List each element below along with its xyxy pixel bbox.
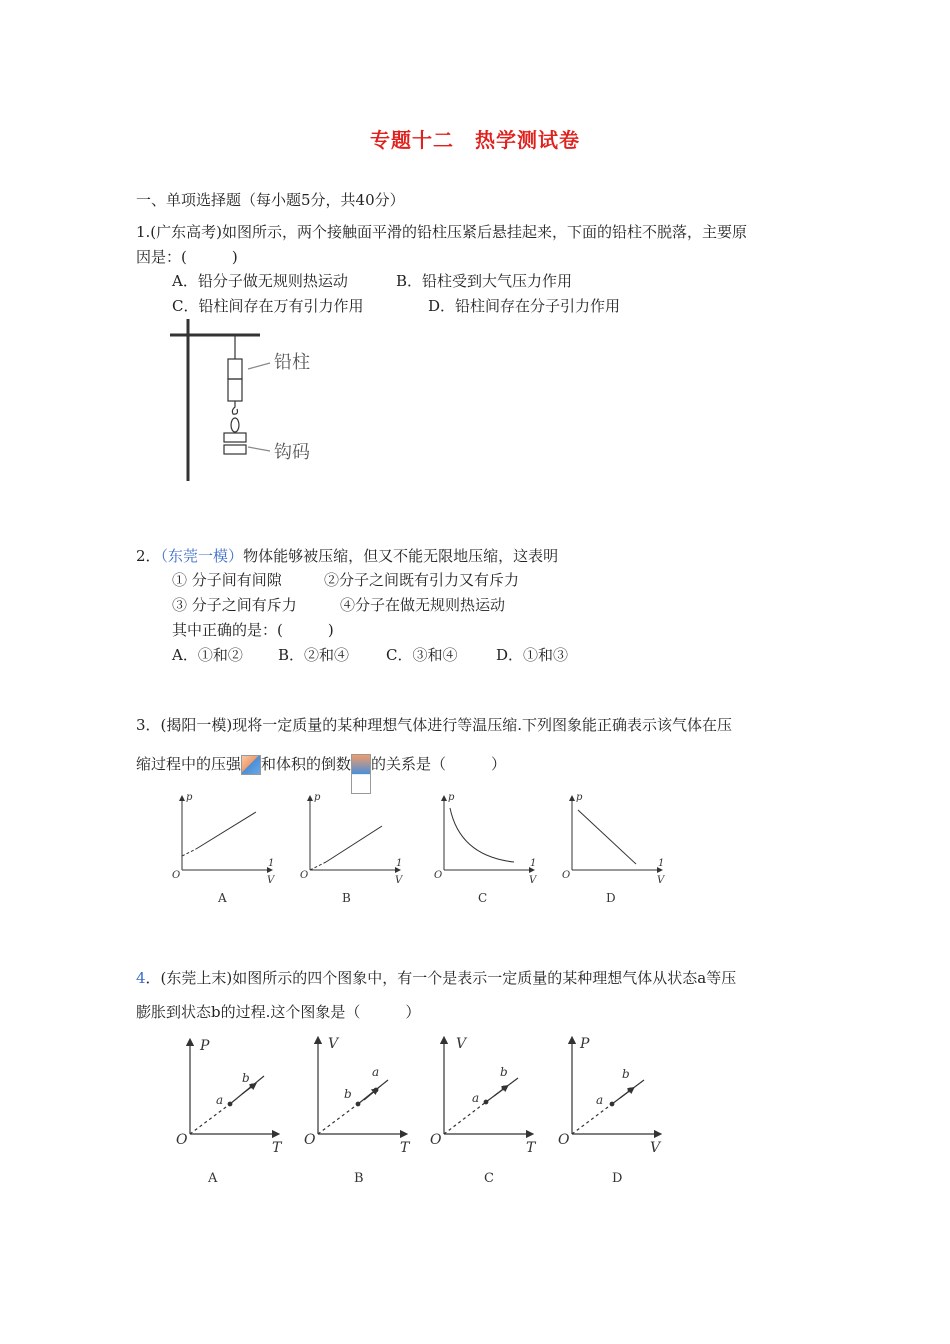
q2-statement-3: ③ 分子之间有斥力 bbox=[172, 596, 297, 614]
q4-c-point-a: a bbox=[472, 1091, 480, 1105]
q2-statement-4: ④分子在做无规则热运动 bbox=[340, 596, 506, 614]
q3-stem-line1 bbox=[136, 715, 732, 735]
q4-d-axis-y: P bbox=[580, 1036, 590, 1052]
q3-text-c: 的关系是（ ） bbox=[371, 755, 507, 773]
q4-c-axis-y: V bbox=[456, 1036, 467, 1052]
q4-a-origin: O bbox=[176, 1132, 188, 1148]
q4-d-point-a: a bbox=[596, 1093, 604, 1107]
q4-graph-label-a: A bbox=[208, 1171, 218, 1186]
q3-a-axis-y: p bbox=[186, 792, 193, 803]
q3-graphs bbox=[160, 786, 680, 916]
q4-graph-label-b: B bbox=[354, 1171, 364, 1186]
lead-cylinder-upper bbox=[228, 359, 242, 379]
q3-graph-label-b: B bbox=[342, 891, 351, 905]
q4-a-point-b: b bbox=[242, 1071, 250, 1085]
q4-graph-d bbox=[572, 1040, 658, 1134]
q4-graph-label-c: C bbox=[484, 1171, 494, 1186]
q2-ask: 其中正确的是：( ) bbox=[172, 621, 334, 639]
q3-c-axis-y: p bbox=[448, 792, 455, 803]
q3-c-axis-x-den: V bbox=[529, 875, 537, 886]
q4-stem-line2: 膨胀到状态b的过程.这个图象是（ ） bbox=[136, 1003, 421, 1021]
q4-b-point-a: a bbox=[372, 1065, 380, 1079]
q1-option-b: B．铅柱受到大气压力作用 bbox=[396, 272, 573, 290]
q2-stem-text: 物体能够被压缩，但又不能无限地压缩，这表明 bbox=[243, 547, 559, 565]
q2-statement-1: ① 分子间有间隙 bbox=[172, 571, 282, 589]
q3-d-axis-y: p bbox=[576, 792, 583, 803]
q1-stem-line1: 1.(广东高考)如图所示，两个接触面平滑的铅柱压紧后悬挂起来，下面的铅柱不脱落，主要原 bbox=[136, 223, 748, 241]
lead-cylinder-lower bbox=[228, 379, 242, 401]
q3-graph-label-d: D bbox=[606, 891, 616, 905]
q4-b-axis-y: V bbox=[328, 1036, 339, 1052]
q4-b-point-b: b bbox=[344, 1087, 352, 1101]
q3-a-origin: O bbox=[172, 870, 181, 881]
q3-b-origin: O bbox=[300, 870, 309, 881]
q4-stem-text: ．(东莞上末)如图所示的四个图象中，有一个是表示一定质量的某种理想气体从状态a等压 bbox=[145, 969, 737, 987]
q1-option-d: D．铅柱间存在分子引力作用 bbox=[428, 297, 621, 315]
q3-number: 3 bbox=[136, 716, 146, 734]
weight-lower bbox=[224, 445, 246, 454]
label-lead-cylinder: 铅柱 bbox=[274, 352, 310, 373]
q1-figure bbox=[160, 315, 340, 485]
page-title: 专题十二 热学测试卷 bbox=[370, 128, 580, 152]
hook bbox=[232, 401, 237, 414]
q1-option-c: C．铅柱间存在万有引力作用 bbox=[172, 297, 364, 315]
q4-c-origin: O bbox=[430, 1132, 442, 1148]
q3-c-axis-x-num: 1 bbox=[530, 858, 537, 869]
q3-graph-label-c: C bbox=[478, 891, 488, 905]
q2-source-tag: （东莞一模） bbox=[160, 547, 244, 565]
q4-d-origin: O bbox=[558, 1132, 570, 1148]
q3-b-axis-y: p bbox=[314, 792, 321, 803]
q4-b-origin: O bbox=[304, 1132, 316, 1148]
q3-c-origin: O bbox=[434, 870, 443, 881]
q2-number: 2． bbox=[136, 547, 161, 565]
q2-option-d: D．①和③ bbox=[496, 646, 569, 664]
q1-stem-line2: 因是：( ) bbox=[136, 248, 238, 266]
broken-image-icon bbox=[241, 755, 261, 775]
q3-graph-label-a: A bbox=[218, 891, 227, 905]
label-hook-weight: 钩码 bbox=[274, 442, 310, 463]
q4-graphs bbox=[160, 1030, 680, 1190]
q3-graph-c bbox=[444, 798, 532, 870]
q3-d-axis-x-den: V bbox=[657, 875, 665, 886]
q3-graph-d bbox=[572, 798, 660, 870]
q3-a-axis-x-num: 1 bbox=[268, 858, 275, 869]
q4-a-point-a: a bbox=[216, 1093, 224, 1107]
q4-graph-a bbox=[190, 1042, 276, 1134]
q4-number: 4 bbox=[136, 969, 146, 987]
q4-graph-label-d: D bbox=[612, 1171, 623, 1186]
q3-stem-text: ．(揭阳一模)现将一定质量的某种理想气体进行等温压缩.下列图象能正确表示该气体在压 bbox=[145, 716, 733, 734]
q3-d-origin: O bbox=[562, 870, 571, 881]
q4-a-axis-y: P bbox=[200, 1038, 210, 1054]
q3-d-axis-x-num: 1 bbox=[658, 858, 665, 869]
q4-d-point-b: b bbox=[622, 1067, 630, 1081]
q3-graph-b bbox=[310, 798, 398, 870]
q4-stem-line1 bbox=[136, 968, 736, 988]
q2-stem bbox=[136, 546, 558, 566]
q2-option-a: A．①和② bbox=[172, 646, 243, 664]
q4-graph-c bbox=[444, 1040, 530, 1134]
q3-graph-a bbox=[182, 798, 270, 870]
q3-b-axis-x-num: 1 bbox=[396, 858, 403, 869]
section-heading: 一、单项选择题（每小题5分，共40分） bbox=[136, 191, 405, 209]
ring bbox=[231, 418, 239, 432]
q4-d-axis-x: V bbox=[650, 1140, 661, 1156]
q2-statement-2: ②分子之间既有引力又有斥力 bbox=[324, 571, 520, 589]
q3-text-a: 缩过程中的压强 bbox=[136, 755, 242, 773]
q3-b-axis-x-den: V bbox=[395, 875, 403, 886]
q3-a-axis-x-den: V bbox=[267, 875, 275, 886]
q2-option-b: B．②和④ bbox=[278, 646, 350, 664]
q4-graph-b bbox=[318, 1040, 404, 1134]
q4-c-point-b: b bbox=[500, 1065, 508, 1079]
q4-c-axis-x: T bbox=[526, 1140, 536, 1156]
q3-text-b: 和体积的倒数 bbox=[261, 755, 352, 773]
q1-option-a: A．铅分子做无规则热运动 bbox=[172, 272, 348, 290]
q4-b-axis-x: T bbox=[400, 1140, 410, 1156]
q4-a-axis-x: T bbox=[272, 1140, 282, 1156]
weight-upper bbox=[224, 433, 246, 442]
q2-option-c: C．③和④ bbox=[386, 646, 458, 664]
